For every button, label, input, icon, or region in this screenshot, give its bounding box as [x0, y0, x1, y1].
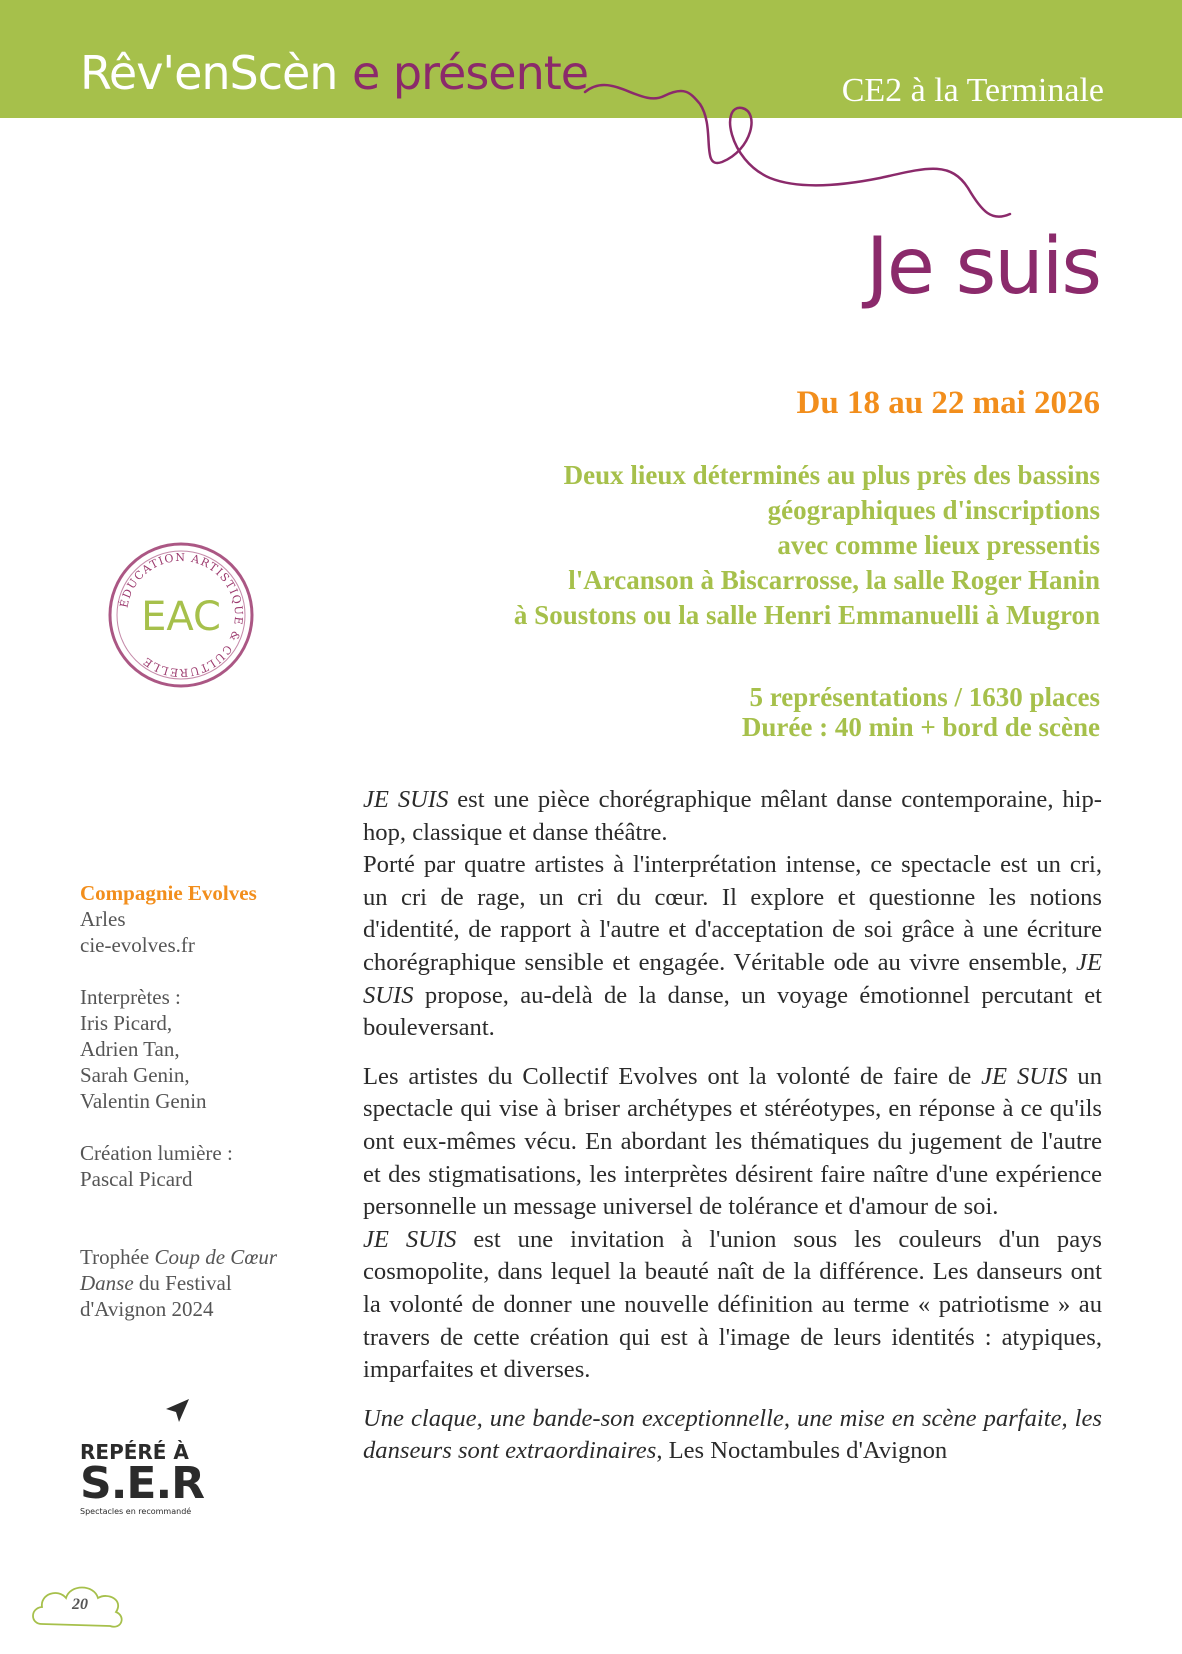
eac-stamp-icon: [106, 540, 256, 690]
venues-line: avec comme lieux pressentis: [777, 530, 1100, 560]
ser-logo-line1: REPÉRÉ À: [80, 1440, 189, 1464]
brand-name: Rêv'enScèn: [80, 46, 338, 100]
decorative-swirl: [0, 0, 1182, 260]
ser-logo-line3: Spectacles en recommandé: [80, 1507, 192, 1516]
paragraph: Porté par quatre artistes à l'interprétation intense, ce spectacle est un cri, un cri de rage, un cri du cœur. Il explore et questionne les notions d'identité, de rapport à l'autre et d'acceptation de soi grâce à une écriture chorégraphique sensible et engagée. Véritable ode au vivre ensemble, JE SUIS propose, au-delà de la danse, un voyage émotionnel percutant et bouleversant.: [363, 851, 1102, 1042]
performer-name: Sarah Genin,: [80, 1063, 190, 1087]
company-city: Arles: [80, 907, 126, 931]
show-dates: Du 18 au 22 mai 2026: [796, 385, 1100, 421]
paragraph: Les artistes du Collectif Evolves ont la volonté de faire de JE SUIS un spectacle qui vise à briser archétypes et stéréotypes, en réponse à ce qu'ils ont eux-mêmes vécu. En abordant les thématiques du jugement de l'autre et des stigmatisations, les interprètes désirent faire naître d'une expérience personnelle un message universel de tolérance et d'amour de soi.: [363, 1062, 1102, 1221]
performer-name: Valentin Genin: [80, 1089, 207, 1113]
page-number-badge: [28, 1574, 128, 1634]
company-website[interactable]: cie-evolves.fr: [80, 933, 195, 957]
stamp-center-text: EAC: [141, 594, 221, 640]
performance-info: [742, 682, 1100, 742]
school-level: CE2 à la Terminale: [841, 72, 1104, 109]
arrow-icon: [164, 1398, 190, 1424]
lighting-designer: Pascal Picard: [80, 1167, 193, 1191]
ser-logo-line2: S.E.R: [80, 1458, 205, 1509]
award-note: Trophée Coup de Cœur Danse du Festival d'Avignon 2024: [80, 1245, 277, 1321]
show-title-inline: JE SUIS: [363, 1225, 457, 1253]
venues-line: Deux lieux déterminés au plus près des bassins: [563, 460, 1100, 490]
company-name: Compagnie Evolves: [80, 881, 257, 905]
venues-line: géographiques d'inscriptions: [767, 495, 1100, 525]
show-title-inline: JE SUIS: [363, 948, 1102, 1009]
performers-label: Interprètes :: [80, 985, 181, 1009]
show-title-inline: JE SUIS: [363, 786, 449, 813]
page-number: 20: [72, 1596, 88, 1613]
stamp-ring-text: ÉDUCATION ARTISTIQUE & CULTURELLE: [117, 550, 246, 680]
company-sidebar: [80, 880, 310, 1322]
duration: Durée : 40 min + bord de scène: [741, 712, 1100, 742]
brand-presente: e présente: [352, 46, 589, 100]
paragraph: JE SUIS est une pièce chorégraphique mêlant danse contemporaine, hip-hop, classique et danse théâtre.: [363, 786, 1102, 846]
performer-name: Iris Picard,: [80, 1011, 173, 1035]
venues-line: l'Arcanson à Biscarrosse, la salle Roger Hanin: [568, 565, 1100, 595]
venues-line: à Soustons ou la salle Henri Emmanuelli à Mugron: [513, 600, 1100, 630]
ser-logo: [80, 1390, 210, 1516]
description-text: [363, 784, 1102, 1468]
paragraph: JE SUIS est une invitation à l'union sous les couleurs d'un pays cosmopolite, dans lequel la beauté naît de la différence. Les danseurs ont la volonté de donner une nouvelle définition au terme « patriotisme » au travers de cette création qui est à l'image de leurs identités : atypiques, imparfaites et diverses.: [363, 1225, 1102, 1384]
venues-block: [340, 458, 1100, 633]
press-quote: [363, 1403, 1102, 1468]
quote-source: , Les Noctambules d'Avignon: [656, 1437, 948, 1465]
award-name: Coup de Cœur Danse: [80, 1245, 277, 1295]
lighting-label: Création lumière :: [80, 1141, 233, 1165]
performance-count: 5 représentations / 1630 places: [749, 682, 1100, 712]
show-title-inline: JE SUIS: [981, 1062, 1068, 1090]
quote-text: Une claque, une bande-son exceptionnelle, une mise en scène parfaite, les danseurs sont extraordinaires: [363, 1404, 1102, 1465]
performer-name: Adrien Tan,: [80, 1037, 180, 1061]
show-title: Je suis: [865, 222, 1100, 312]
